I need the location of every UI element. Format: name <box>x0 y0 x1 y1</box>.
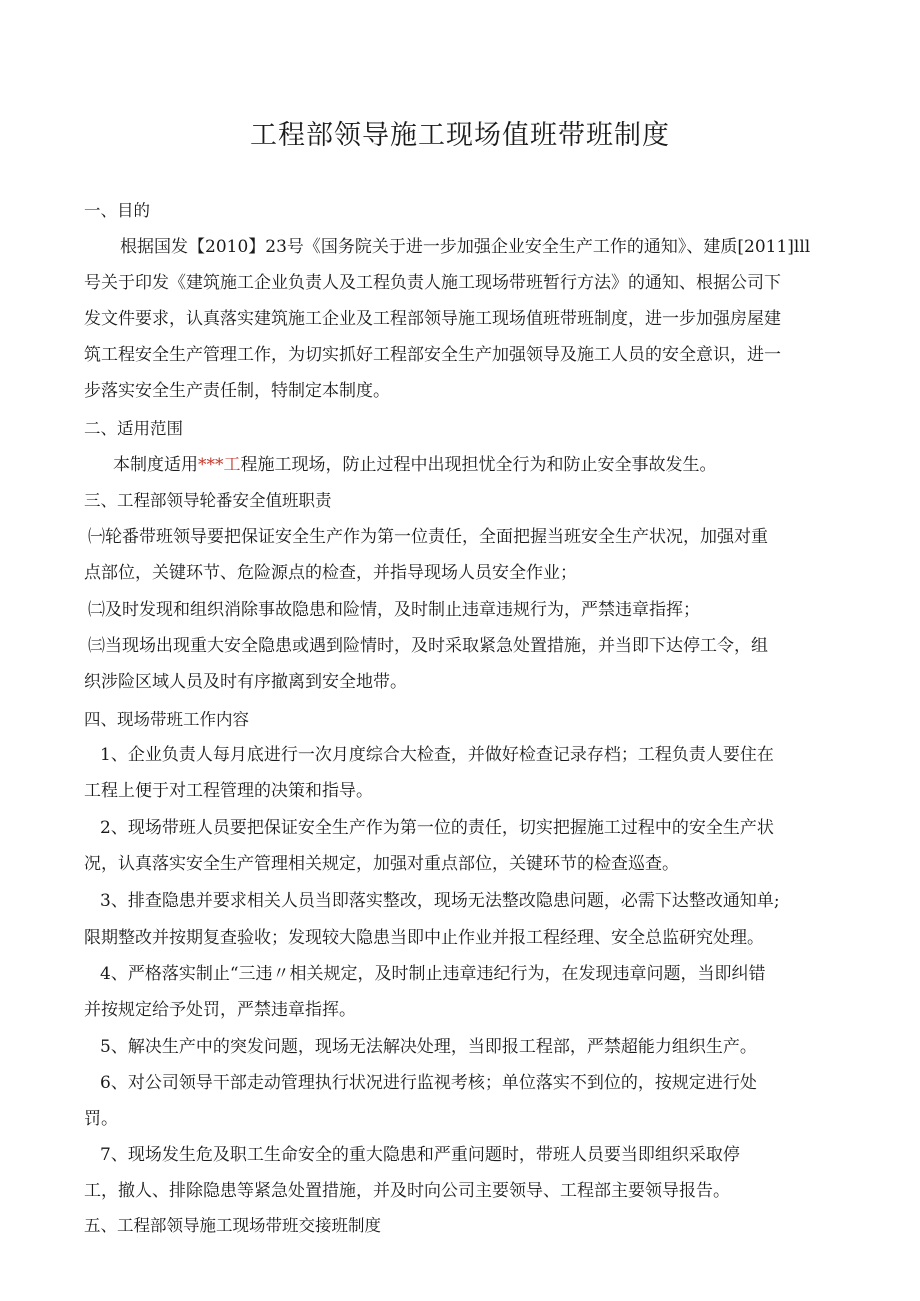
section-4-line-13: 工，撤人、排除隐患等紧急处置措施，并及时向公司主要领导、工程部主要领导报告。 <box>84 1181 730 1201</box>
section-1-line-2: 号关于印发《建筑施工企业负责人及工程负责人施工现场带班暂行方法》的通知、根据公司下 <box>84 273 781 293</box>
section-2-prefix: 本制度适用 <box>113 455 198 475</box>
section-4-line-3: 2、现场带班人员要把保证安全生产作为第一位的责任，切实把握施工过程中的安全生产状 <box>100 818 774 838</box>
section-4-line-10: 6、对公司领导干部走动管理执行状况进行监视考核；单位落实不到位的，按规定进行处 <box>100 1073 757 1093</box>
section-3-line-2: 点部位，关键环节、危险源点的检查，并指导现场人员安全作业； <box>84 563 577 583</box>
section-4-line-5: 3、排查隐患并要求相关人员当即落实整改，现场无法整改隐患问题，必需下达整改通知单; <box>100 891 780 911</box>
section-5-heading: 五、工程部领导施工现场带班交接班制度 <box>84 1216 381 1235</box>
section-2-line <box>113 453 717 477</box>
section-4-line-4: 况，认真落实安全生产管理相关规定，加强对重点部位，关键环节的检查巡查。 <box>84 854 679 874</box>
section-3-line-4: ㈢当现场出现重大安全隐患或遇到险情时，及时采取紧急处置措施，并当即下达停工令，组 <box>88 636 768 656</box>
project-placeholder: ***工 <box>198 455 241 475</box>
section-1-line-4: 筑工程安全生产管理工作，为切实抓好工程部安全生产加强领导及施工人员的安全意识，进一 <box>84 345 781 365</box>
section-4-line-9: 5、解决生产中的突发问题，现场无法解决处理，当即报工程部，严禁超能力组织生产。 <box>100 1037 757 1057</box>
section-1-line-3: 发文件要求，认真落实建筑施工企业及工程部领导施工现场值班带班制度，进一步加强房屋建 <box>84 309 781 329</box>
section-3-line-3: ㈡及时发现和组织消除事故隐患和险情，及时制止违章违规行为，严禁违章指挥； <box>88 600 700 620</box>
section-4-line-8: 并按规定给予处罚，严禁违章指挥。 <box>84 1000 356 1020</box>
section-4-line-7: 4、严格落实制止“三违〃相关规定，及时制止违章违纪行为，在发现违章问题，当即纠错 <box>100 964 766 984</box>
document-title: 工程部领导施工现场值班带班制度 <box>250 120 670 151</box>
section-4-line-11: 罚。 <box>84 1109 118 1129</box>
section-3-line-1: ㈠轮番带班领导要把保证安全生产作为第一位责任，全面把握当班安全生产状况，加强对重 <box>88 527 768 547</box>
section-4-line-2: 工程上便于对工程管理的决策和指导。 <box>84 781 373 801</box>
section-4-line-6: 限期整改并按期复查验收；发现较大隐患当即中止作业并报工程经理、安全总监研究处理。 <box>84 928 764 948</box>
section-1-line-1: 根据国发【2010】23号《国务院关于进一步加强企业安全生产工作的通知》、建质[2011]lll <box>120 237 811 257</box>
section-4-heading: 四、现场带班工作内容 <box>84 710 249 729</box>
section-1-line-5: 步落实安全生产责任制，特制定本制度。 <box>84 381 390 401</box>
section-4-line-1: 1、企业负责人每月底进行一次月度综合大检查，并做好检查记录存档；工程负责人要住在 <box>100 745 774 765</box>
section-2-heading: 二、适用范围 <box>84 419 183 438</box>
section-3-heading: 三、工程部领导轮番安全值班职责 <box>84 491 332 510</box>
section-3-line-5: 织涉险区域人员及时有序撤离到安全地带。 <box>84 672 407 692</box>
section-1-heading: 一、目的 <box>84 201 150 220</box>
section-2-suffix: 程施工现场，防止过程中出现担忧全行为和防止安全事故发生。 <box>240 455 717 475</box>
section-4-line-12: 7、现场发生危及职工生命安全的重大隐患和严重问题时，带班人员要当即组织采取停 <box>100 1145 740 1165</box>
